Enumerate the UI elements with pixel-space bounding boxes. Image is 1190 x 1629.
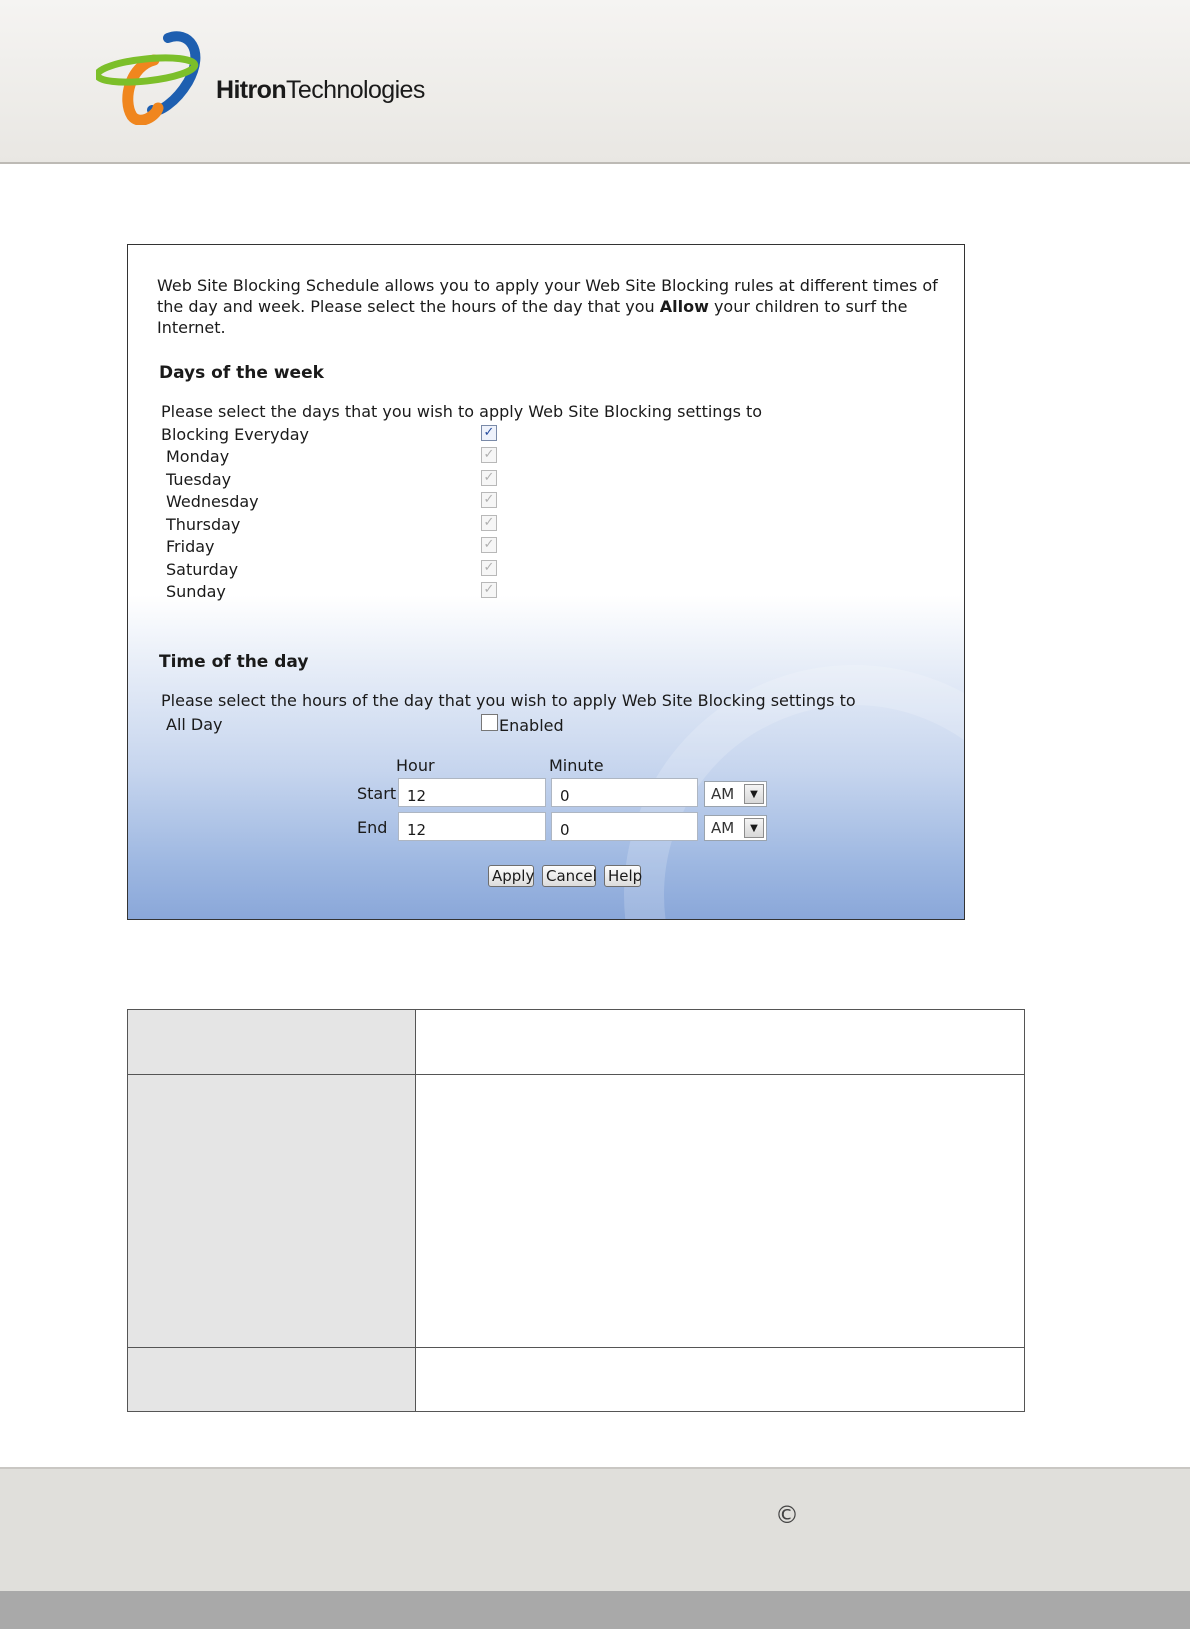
- minute-header: Minute: [549, 756, 604, 775]
- start-hour-input[interactable]: 12: [398, 778, 546, 807]
- brand-name: HitronTechnologies: [216, 76, 425, 104]
- monday-checkbox[interactable]: ✓: [481, 447, 497, 463]
- start-ampm-select[interactable]: [704, 781, 767, 807]
- friday-label: Friday: [166, 537, 215, 556]
- monday-label: Monday: [166, 447, 230, 466]
- hitron-logo: [96, 30, 425, 125]
- wednesday-label: Wednesday: [166, 492, 259, 511]
- saturday-checkbox[interactable]: ✓: [481, 560, 497, 576]
- hitron-logo-icon: [96, 30, 206, 125]
- end-ampm-value: AM: [711, 819, 735, 837]
- table-description-cell: [416, 1348, 1024, 1411]
- days-section-title: Days of the week: [159, 363, 324, 383]
- table-row: [128, 1348, 1024, 1411]
- table-row: [128, 1010, 1024, 1075]
- end-ampm-select[interactable]: [704, 815, 767, 841]
- start-ampm-value: AM: [711, 785, 735, 803]
- wednesday-checkbox[interactable]: ✓: [481, 492, 497, 508]
- help-button[interactable]: Help: [604, 865, 641, 887]
- copyright-symbol: ©: [775, 1501, 799, 1529]
- table-description-cell: [416, 1075, 1024, 1347]
- tuesday-label: Tuesday: [166, 470, 232, 489]
- chevron-down-icon[interactable]: ▼: [744, 818, 764, 838]
- page-header: [0, 0, 1190, 164]
- table-label-cell: [128, 1075, 416, 1347]
- table-description-cell: [416, 1010, 1024, 1074]
- time-description: Please select the hours of the day that you wish to apply Web Site Blocking settings to: [161, 691, 856, 710]
- page-footer: [0, 1467, 1190, 1593]
- bottom-bar: [0, 1591, 1190, 1629]
- enabled-label: Enabled: [499, 716, 564, 735]
- start-label: Start: [357, 784, 397, 803]
- blocking-everyday-label: Blocking Everyday: [161, 425, 309, 444]
- friday-checkbox[interactable]: ✓: [481, 537, 497, 553]
- cancel-button[interactable]: Cancel: [542, 865, 596, 887]
- thursday-checkbox[interactable]: ✓: [481, 515, 497, 531]
- web-site-blocking-schedule-panel: [127, 244, 965, 920]
- blocking-everyday-checkbox[interactable]: ✓: [481, 425, 497, 441]
- sunday-label: Sunday: [166, 582, 226, 601]
- days-description: Please select the days that you wish to apply Web Site Blocking settings to: [161, 402, 763, 421]
- all-day-enabled-checkbox[interactable]: [481, 714, 498, 731]
- hour-header: Hour: [396, 756, 435, 775]
- thursday-label: Thursday: [166, 515, 241, 534]
- intro-text: Web Site Blocking Schedule allows you to apply your Web Site Blocking rules at different times of the day and week. Please select the hours of the day that you Allow your children to surf the Internet.: [157, 276, 938, 337]
- table-label-cell: [128, 1010, 416, 1074]
- apply-button[interactable]: Apply: [488, 865, 534, 887]
- field-description-table: [127, 1009, 1025, 1412]
- start-minute-input[interactable]: 0: [551, 778, 698, 807]
- tuesday-checkbox[interactable]: ✓: [481, 470, 497, 486]
- end-minute-input[interactable]: 0: [551, 812, 698, 841]
- saturday-label: Saturday: [166, 560, 239, 579]
- chevron-down-icon[interactable]: ▼: [744, 784, 764, 804]
- all-day-label: All Day: [166, 715, 223, 734]
- end-label: End: [357, 818, 388, 837]
- table-label-cell: [128, 1348, 416, 1411]
- time-section-title: Time of the day: [159, 652, 309, 672]
- table-row: [128, 1075, 1024, 1348]
- end-hour-input[interactable]: 12: [398, 812, 546, 841]
- sunday-checkbox[interactable]: ✓: [481, 582, 497, 598]
